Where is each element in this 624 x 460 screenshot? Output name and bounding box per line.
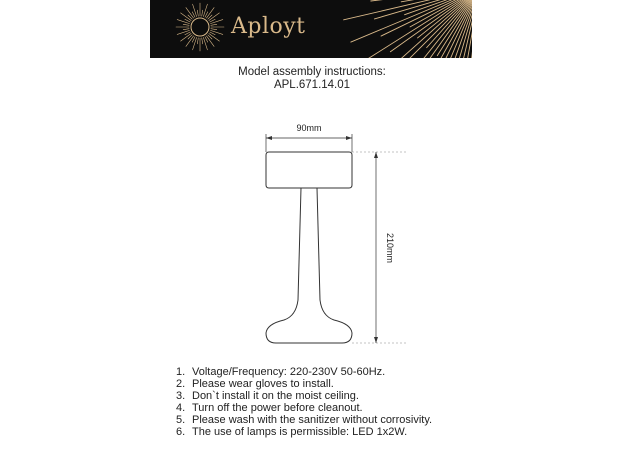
width-arrow-right (346, 136, 352, 140)
height-arrow-top (374, 152, 378, 158)
list-item: 6. The use of lamps is permissible: LED 1x2W. (176, 426, 408, 438)
lamp-shade (266, 152, 352, 188)
brand-name: Aployt (231, 14, 306, 39)
height-arrow-bottom (374, 337, 378, 343)
list-item: 2. Please wear gloves to install. (176, 378, 334, 390)
model-number: APL.671.14.01 (273, 79, 351, 91)
width-label: 90mm (296, 123, 322, 133)
list-item: 3. Don`t install it on the moist ceiling. (176, 390, 359, 402)
list-item: 4. Turn off the power before cleanout. (176, 402, 363, 414)
list-item: 5. Please wash with the sanitizer without corrosivity. (176, 414, 433, 426)
list-item: 1. Voltage/Frequency: 220-230V 50-60Hz. (176, 366, 386, 378)
height-label: 210mm (385, 232, 395, 264)
instruction-list (176, 366, 432, 438)
lamp-stem (266, 188, 352, 343)
width-arrow-left (266, 136, 272, 140)
document-title: Model assembly instructions: (238, 66, 386, 78)
